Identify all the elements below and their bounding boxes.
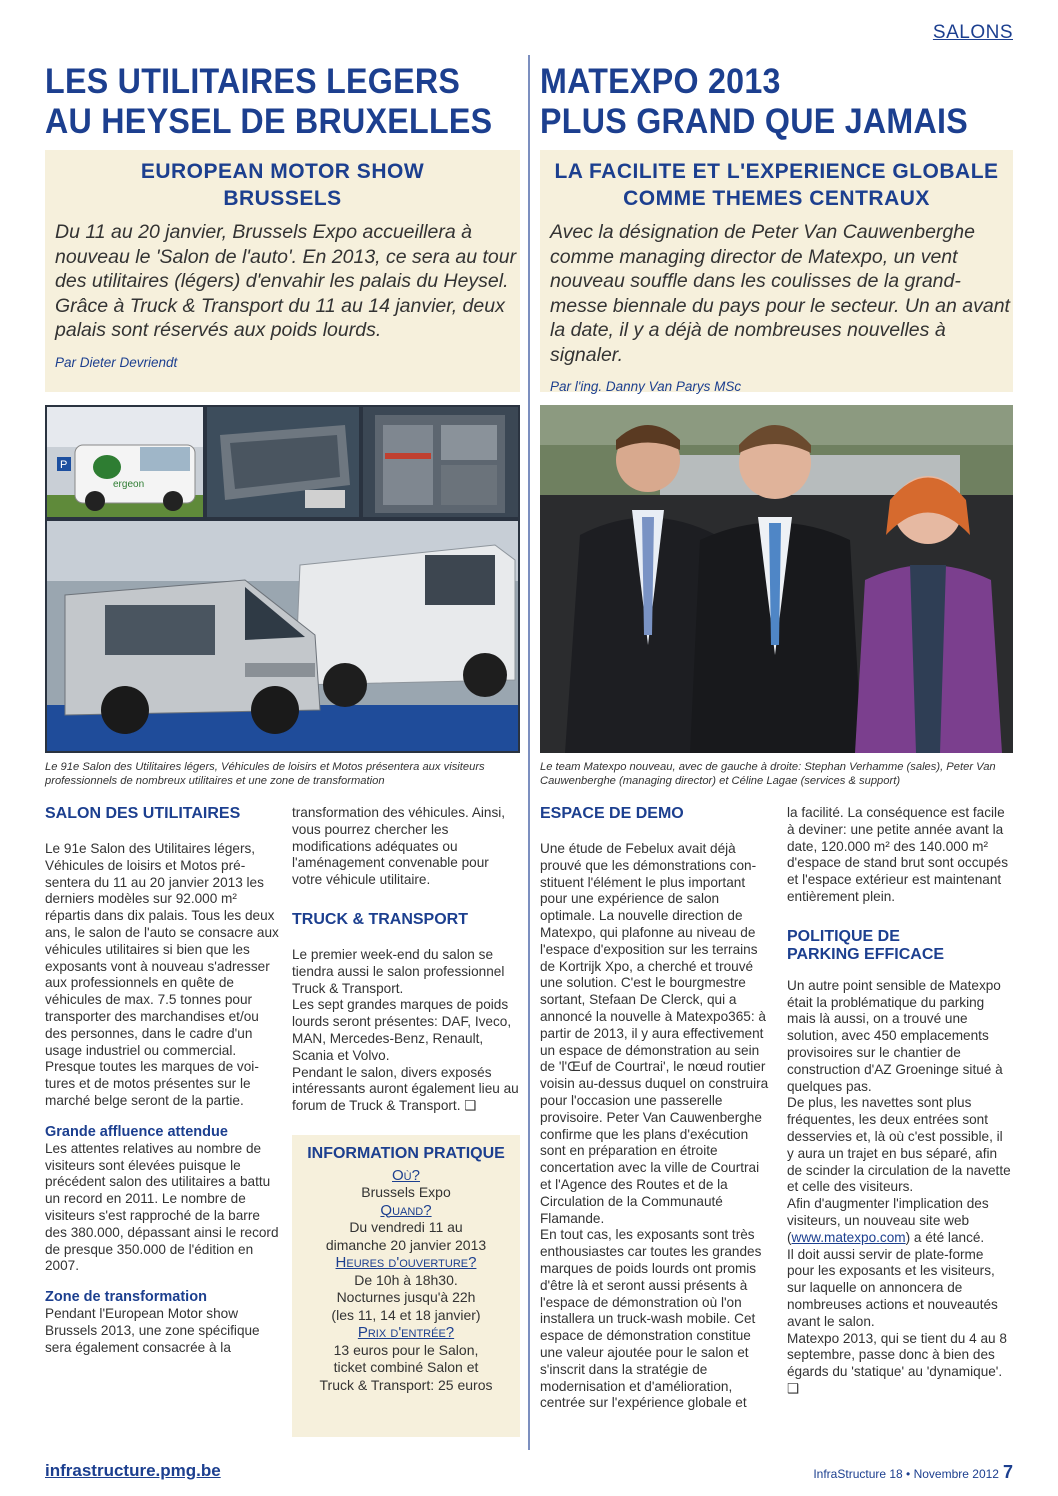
page-number: 7 [1002,1462,1013,1482]
paragraph-truck-2: Les sept grandes marques de poids lourds seront présentes: DAF, Iveco, MAN, Mercedes-Benz, Renault, Scania et Volvo. [292,997,512,1063]
left-headline-line-2: AU HEYSEL DE BRUXELLES [45,102,493,141]
footer-issue-text: InfraStructure 18 • Novembre 2012 [813,1467,999,1481]
paragraph-truck-3: Pendant le salon, divers exposés intéressants auront également lieu au forum de Truck & Transport. [292,1064,519,1114]
paragraph-parking-3a: Afin d'augmenter l'implication des visiteurs, un nouveau site web ( [787,1196,989,1245]
heading-politique-parking [787,928,1013,964]
info-hours-2: Nocturnes jusqu'à 22h [336,1289,476,1305]
paragraph-parking-4: Il doit aussi servir de plate-forme pour les exposants et les visiteurs, sur laquelle on annoncera de nombreuses actions et nouveautés avant le salon. [787,1246,998,1329]
vans-photo [45,405,520,753]
info-where: Brussels Expo [361,1184,451,1200]
heading-zone-transformation: Zone de transformation [45,1289,207,1306]
left-headline-line-1: LES UTILITAIRES LEGERS [45,62,461,101]
right-intro-text: Avec la désignation de Peter Van Cauwenberghe comme managing director de Matexpo, un vent nouveau souffle dans les coulisses de la grand-messe biennale du pays pour le secteur. Un an avant la date, il y a déjà de nombreuses nouvelles à signaler. [550,221,1010,366]
left-subhead-line-2: BRUSSELS [223,187,342,210]
info-price-label: Prix d'entrée? [357,1324,455,1341]
end-mark-right: ❑ [787,1380,800,1396]
paragraph-demo-1: Une étude de Febelux avait déjà prouvé que les démonstrations constituent l'élément le plus important pour une expérience de salon optimale. La nouvelle direction de Matexpo, qui plafonne au niveau de l'espace d'exposition sur les terrains de Kortrijk Xpo, a cherché et trouvé une solution. C'est le bourgmestre sortant, Stefaan De Clerck, qui a annoncé la nouvelle à Matexpo365: à partir de 2013, il y aura effectivement un espace de démonstration au sein de 'l'Œuf de Courtrai', le nœud routier voisin au-dessus duquel on construira pour l'occasion une passerelle provisoire. Peter Van Cauwenberghe confirme que les plans d'exécution sont en préparation en étroite concertation avec la ville de Courtrai et l'Agence des Routes et de la Circulation de la Communauté Flamande. [540,841,769,1226]
vans-photo-collage [45,405,520,753]
paragraph-salon: Le 91e Salon des Utilitaires légers, Véhicules de loisirs et Motos présentera du 11 au 20 janvier 2013 les derniers modèles sur 92.000 m² répartis dans dix palais. Tous les deux ans, le salon de l'auto se consacre aux véhicules utilitaires si bien que les exposants vont à nouveau s'adresser aux professionnels en quête de véhicules de max. 7.5 tonnes pour transporter des marchandises et/ou des personnes, dans le cadre d'un usage industriel ou commercial. Presque toutes les marques de voitures et de motos présentes sur le marché belge seront de la partie. [45,841,279,1108]
info-when-1: Du vendredi 11 au [349,1219,463,1235]
info-pratique-box [292,1135,520,1437]
info-price-3: Truck & Transport: 25 euros [319,1376,493,1393]
info-where-label: Où? [392,1166,420,1184]
left-column-2 [292,805,520,1115]
end-mark: ❑ [464,1098,477,1114]
section-tag[interactable]: SALONS [932,22,1013,43]
info-hours-3: (les 11, 14 et 18 janvier) [331,1306,481,1323]
paragraph-zone: Pendant l'European Motor show Brussels 2013, une zone spécifique sera également consacrée à la [45,1306,260,1355]
heading-parking-line-1: POLITIQUE DE [787,927,900,945]
left-headline [45,62,492,142]
right-headline [540,62,968,142]
right-subhead-line-1: LA FACILITE ET L'EXPERIENCE GLOBALE [554,160,999,183]
heading-truck-transport: TRUCK & TRANSPORT [292,910,468,928]
heading-parking-line-2: PARKING EFFICACE [787,945,945,963]
heading-espace-demo: ESPACE DE DEMO [540,805,684,822]
right-headline-line-1: MATEXPO 2013 [540,62,781,101]
paragraph-truck-1: Le premier week-end du salon se tiendra aussi le salon professionnel Truck & Transport. [292,946,505,996]
paragraph-demo-2: En tout cas, les exposants sont très enthousiastes car toutes les grandes marques de poids lourds ont promis d'être là et seront aussi présents à l'espace de démonstration où l'on installera un truck-wash mobile. Cet espace de démonstration constitue une valeur ajoutée pour le salon et s'inscrit dans la stratégie de modernisation et d'amélioration, centrée sur l'expérience globale et [540,1227,762,1411]
paragraph-parking-3b: ) a été lancé. [905,1229,985,1245]
info-price-1: 13 euros pour le Salon, [333,1341,479,1358]
info-price-2: ticket combiné Salon et [333,1359,479,1375]
svg-text:ergeon: ergeon [113,479,145,490]
team-photo [540,405,1013,753]
info-when-2: dimanche 20 janvier 2013 [325,1236,487,1253]
right-column-1 [540,805,773,1412]
left-intro-text: Du 11 au 20 janvier, Brussels Expo accueillera à nouveau le 'Salon de l'auto'. En 2013, ce sera au tour des utilitaires (légers) d'envahir les palais du Heysel. Grâce à Truck & Transport du 11 au 14 janvier, deux palais sont réservés aux poids lourds. [55,221,517,341]
paragraph-affluence: Les attentes relatives au nombre de visiteurs sont élevées puisque le précédent salon des utilitaires a battu un record en 2011. Le nombre de visiteurs s'est rapproché de la barre des 380.000, dépassant ainsi le record de presque 350.000 de l'édition en 2007. [45,1140,279,1274]
column-divider [528,55,530,1450]
footer-site-link[interactable]: infrastructure.pmg.be [45,1461,221,1480]
paragraph-parking-5: Matexpo 2013, qui se tient du 4 au 8 septembre, passe donc à bien des égards du 'statique' au 'dynamique'. [787,1330,1007,1380]
right-byline: Par l'ing. Danny Van Parys MSc [550,379,742,394]
paragraph-parking-3 [787,1196,1013,1246]
left-intro-box [45,150,520,392]
info-title: INFORMATION PRATIQUE [307,1145,505,1162]
right-subhead-line-2: COMME THEMES CENTRAUX [623,187,930,210]
left-subhead [45,158,520,212]
paragraph-parking-2: De plus, les navettes sont plus fréquentes, les deux entrées sont desservies et, là où c'est possible, il y aura un trajet en bus séparé, afin de scinder la circulation de la navette et celle des visiteurs. [787,1095,1011,1195]
info-hours-1: De 10h à 18h30. [354,1271,458,1288]
heading-affluence: Grande affluence attendue [45,1123,228,1140]
left-photo-caption: Le 91e Salon des Utilitaires légers, Véhicules de loisirs et Motos présentera aux visiteurs professionnels de nombreux utilitaires et une zone de transformation [45,761,485,787]
paragraph-facilite: la facilité. La conséquence est facile à deviner: une petite année avant la date, 120.000 m² des 140.000 m² d'espace de stand brut sont occupés et l'espace extérieur est maintenant entièrement plein. [787,805,1008,904]
right-intro-box [540,150,1013,392]
paragraph-parking-1: Un autre point sensible de Matexpo était la problématique du parking mais là aussi, on a trouvé une solution, avec 450 emplacements provisoires sur le chantier de construction d'AZ Groeninge situé à quelques pas. [787,977,1003,1094]
paragraph-transformation-cont: transformation des véhicules. Ainsi, vous pourrez chercher les modifications adéquates ou l'aménagement convenable pour votre véhicule utilitaire. [292,805,506,888]
matexpo-link[interactable]: www.matexpo.com [791,1229,906,1245]
footer-issue [813,1462,1013,1483]
right-subhead [540,158,1013,212]
left-column-1 [45,805,280,1357]
team-photo-svg [540,405,1013,753]
right-headline-line-2: PLUS GRAND QUE JAMAIS [540,102,969,141]
left-byline: Par Dieter Devriendt [55,354,178,370]
info-when-label: Quand? [380,1201,432,1219]
heading-salon-utilitaires: SALON DES UTILITAIRES [45,805,241,822]
right-column-2 [787,805,1013,1398]
svg-text:P: P [60,459,68,471]
right-photo-caption: Le team Matexpo nouveau, avec de gauche à droite: Stephan Verhamme (sales), Peter Van Cauwenberghe (managing director) et Céline Lagae (services & support) [540,761,996,787]
left-subhead-line-1: EUROPEAN MOTOR SHOW [140,160,425,183]
info-hours-label: Heures d'ouverture? [335,1254,477,1271]
